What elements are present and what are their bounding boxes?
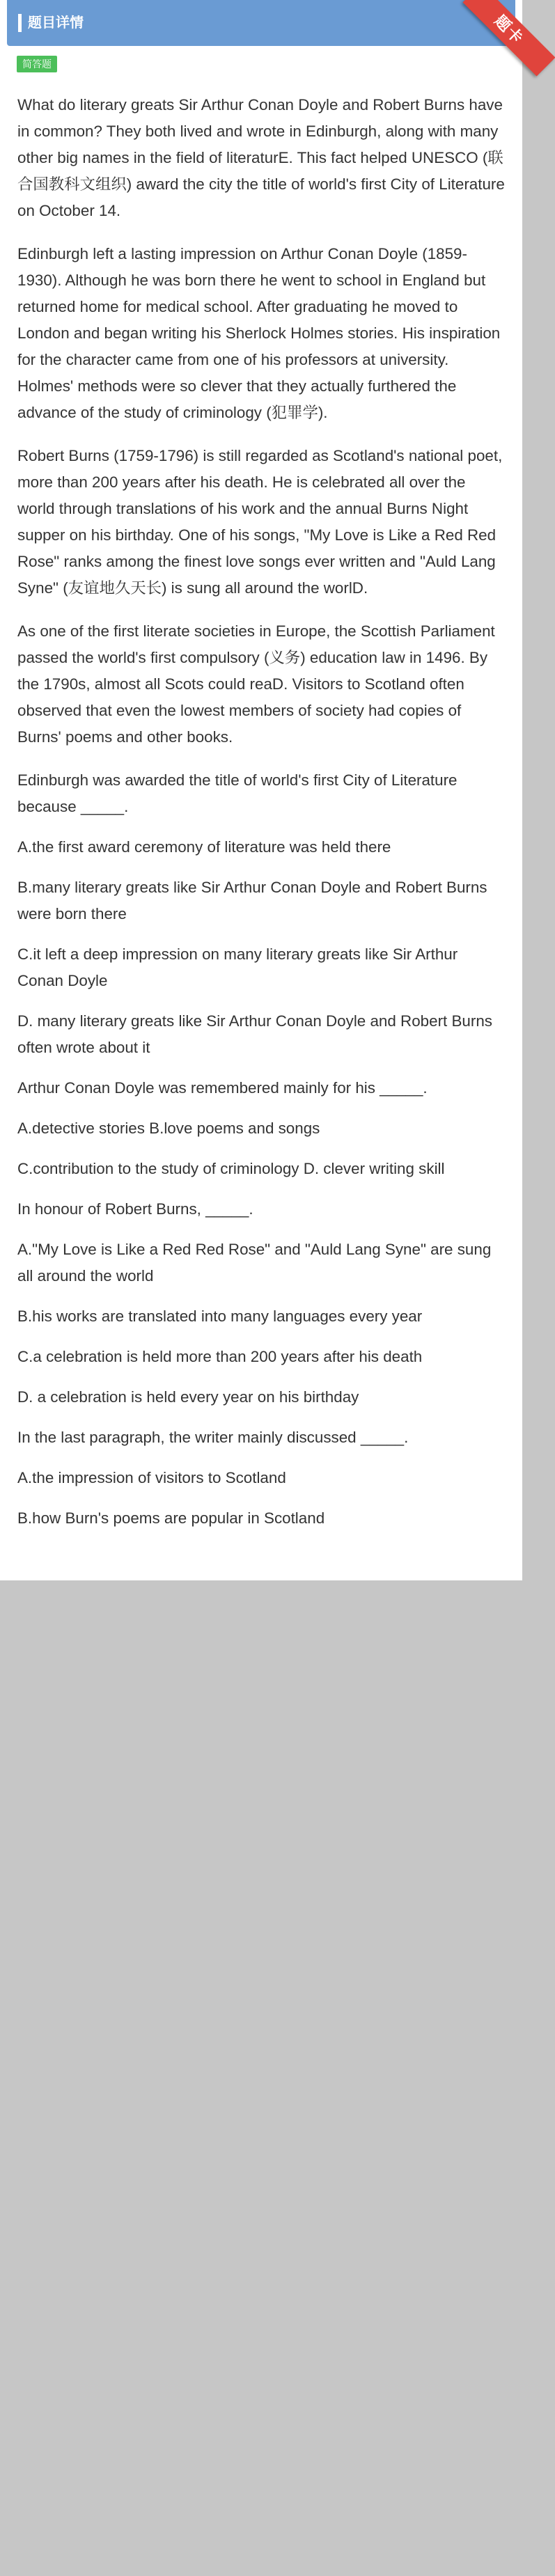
ribbon-label[interactable]: 题卡 [491, 11, 528, 48]
passage-paragraph: As one of the first literate societies in Europe, the Scottish Parliament passed the world's first compulsory (义务) education law in 1496. By the 1790s, almost all Scots could reaD. Visitors to Scotland often observed that even the lowest members of society had copies of Burns' poems and other books. [17, 622, 495, 746]
answer-option: B.many literary greats like Sir Arthur Conan Doyle and Robert Burns were born there [17, 879, 487, 922]
answer-option: D. a celebration is held every year on his birthday [17, 1388, 359, 1406]
question-type-badge: 简答题 [17, 56, 57, 72]
answer-option: B.how Burn's poems are popular in Scotland [17, 1509, 325, 1527]
answer-option: A.the first award ceremony of literature was held there [17, 838, 391, 856]
question-stem: Edinburgh was awarded the title of world's first City of Literature because _____. [17, 771, 458, 815]
answer-option: C.contribution to the study of criminology D. clever writing skill [17, 1160, 445, 1177]
answer-option: A.detective stories B.love poems and songs [17, 1120, 320, 1137]
passage-paragraph: Edinburgh left a lasting impression on Arthur Conan Doyle (1859-1930). Although he was born there he went to school in England but returned home for medical school. After graduating he moved to London and began writing his Sherlock Holmes stories. His inspiration for the character came from one of his professors at university. Holmes' methods were so clever that they actually furthered the advance of the study of criminology (犯罪学). [17, 245, 501, 421]
answer-option: C.it left a deep impression on many literary greats like Sir Arthur Conan Doyle [17, 945, 458, 989]
answer-option: B.his works are translated into many languages every year [17, 1307, 423, 1325]
ribbon-band[interactable] [463, 0, 555, 76]
answer-option: D. many literary greats like Sir Arthur Conan Doyle and Robert Burns often wrote about it [17, 1012, 492, 1056]
answer-card-ribbon[interactable] [453, 0, 528, 70]
passage-paragraph: What do literary greats Sir Arthur Conan Doyle and Robert Burns have in common? They both lived and wrote in Edinburgh, along with many other big names in the field of literaturE. This fact helped UNESCO (联合国教科文组织) award the city the title of world's first City of Literature on October 14. [17, 96, 505, 219]
header-bar [7, 0, 515, 46]
question-stem: Arthur Conan Doyle was remembered mainly for his _____. [17, 1079, 428, 1097]
answer-option: A."My Love is Like a Red Red Rose" and "Auld Lang Syne" are sung all around the world [17, 1241, 492, 1285]
question-stem: In the last paragraph, the writer mainly discussed _____. [17, 1429, 409, 1446]
question-stem: In honour of Robert Burns, _____. [17, 1200, 253, 1218]
answer-option: C.a celebration is held more than 200 years after his death [17, 1348, 423, 1365]
page-title: 题目详情 [28, 15, 84, 31]
question-content [17, 92, 505, 1546]
answer-option: A.the impression of visitors to Scotland [17, 1469, 286, 1486]
title-accent-bar [18, 14, 22, 32]
passage-paragraph: Robert Burns (1759-1796) is still regarded as Scotland's national poet, more than 200 years after his death. He is celebrated all over the world through translations of his work and the annual Burns Night supper on his birthday. One of his songs, "My Love is Like a Red Red Rose" ranks among the finest love songs ever written and "Auld Lang Syne" (友谊地久天长) is sung all around the worlD. [17, 447, 503, 597]
